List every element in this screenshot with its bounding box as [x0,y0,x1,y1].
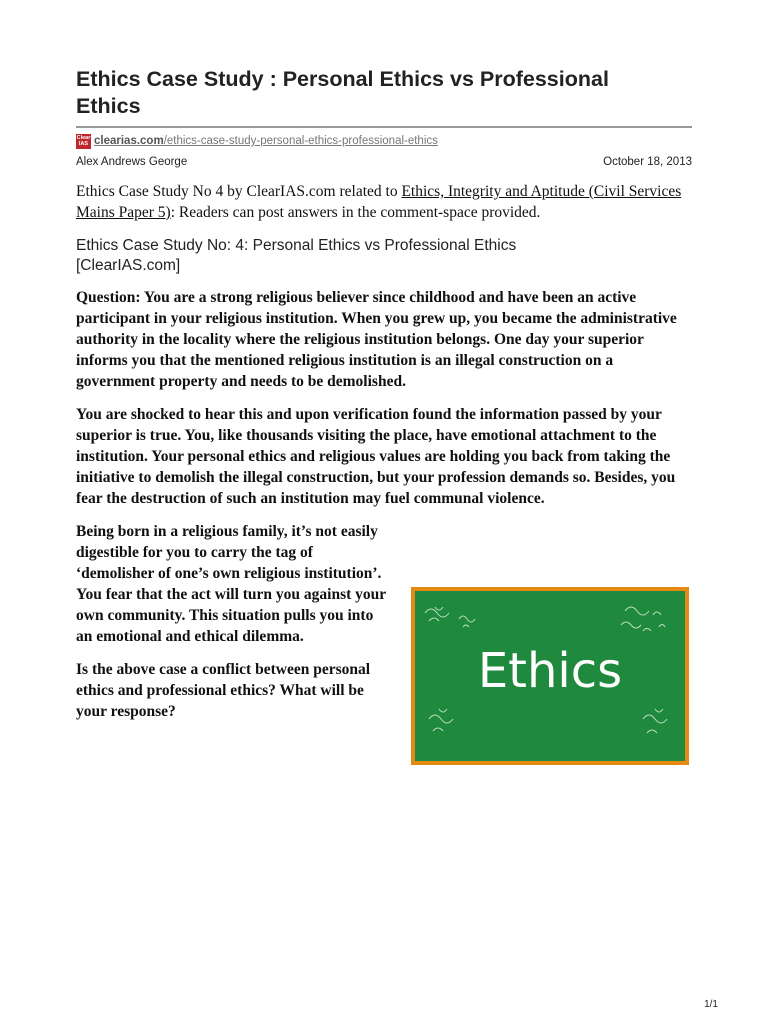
case-heading: Ethics Case Study No: 4: Personal Ethics vs Professional Ethics [ClearIAS.com] [76,237,517,274]
clearias-logo-icon: Clear IAS [76,135,91,147]
closing-question: Is the above case a conflict between personal ethics and professional ethics? What will be your response? [76,661,371,720]
dilemma-paragraph: Being born in a religious family, it’s not easily digestible for you to carry the tag of ‘demolisher of one’s own religious institution’. You fear that the act will turn you against your own community. This situation pulls you into an emotional and ethical dilemma. [76,523,386,645]
intro-paragraph: Ethics Case Study No 4 by ClearIAS.com related to Ethics, Integrity and Aptitude (Civil Services Mains Paper 5): Readers can post answers in the comment-space provided. [76,183,682,221]
left-column [76,521,388,722]
page-title: Ethics Case Study : Personal Ethics vs Professional Ethics [76,67,609,118]
title-divider [76,126,692,128]
context-paragraph: You are shocked to hear this and upon verification found the information passed by your superior is true. You, like thousands visiting the place, have emotional attachment to the institution. Your personal ethics and religious values are holding you back from taking the initiative to demolish the illegal construction, but your profession demands so. Besides, you fear the destruction of such an institution may fuel communal violence. [76,406,676,507]
page-counter: 1/1 [704,999,718,1010]
author: Alex Andrews George [76,156,188,168]
question-paragraph: Question: You are a strong religious believer since childhood and have been an active participant in your religious institution. When you grew up, you became the administrative authority in the locality where the religious institution belongs. One day your superior informs you that the mentioned religious institution is an illegal construction on a government property and needs to be demolished. [76,289,677,390]
board-word: Ethics [477,643,623,699]
publish-date: October 18, 2013 [603,156,692,168]
chalkboard [415,591,685,761]
paper-link[interactable]: Ethics, Integrity and Aptitude (Civil Services Mains Paper 5) [76,183,682,221]
source-link[interactable]: clearias.com/ethics-case-study-personal-ethics-professional-ethics [94,135,438,147]
article-meta [76,156,692,168]
source-row [76,132,692,150]
ethics-image [411,587,689,765]
